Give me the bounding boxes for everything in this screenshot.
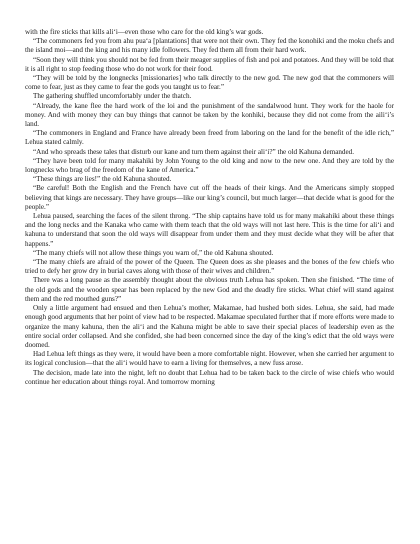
paragraph: Only a little argument had ensued and then Lehua’s mother, Makamae, had hushed both sides. Lehua, she said, had made enough good arguments that her point of view had to be respected. Makamae speculated further that if more efforts were made to organize the many kahuna, then the ali‘i and the Kahuna might be able to save their special places of leadership even as the entire social order collapsed. And she confided, she had been concerned since the day of the king’s edict that the old ways were doomed. bbox=[25, 304, 394, 349]
paragraph: The gathering shuffled uncomfortably under the thatch. bbox=[33, 92, 192, 101]
paragraph: “The commoners in England and France have already been freed from laboring on the land for the benefit of the idle rich,” Lehua stated calmly. bbox=[25, 129, 394, 147]
body-text bbox=[25, 28, 394, 387]
paragraph: “The many chiefs are afraid of the power of the Queen. The Queen does as she pleases and the bones of the few chiefs who tried to defy her grow dry in burial caves along with those of their wives and children.” bbox=[25, 258, 394, 276]
paragraph: “Already, the kane flee the hard work of the loi and the punishment of the sandalwood hunt. They work for the haole for money. And with money they can buy things that cannot be taken by the konhiki, because they did not come from the aili‘i’s land. bbox=[25, 101, 394, 129]
paragraph: The decision, made late into the night, left no doubt that Lehua had to be taken back to the circle of wise chiefs who would continue her education about things royal. And tomorrow morning bbox=[25, 368, 394, 386]
paragraph: Had Lehua left things as they were, it would have been a more comfortable night. However, when she carried her argument to its logical conclusion—that the ali‘i would have to earn a living for themselves, a new fuss arose. bbox=[25, 350, 394, 368]
paragraph: “They have been told for many makahiki by John Young to the old king and now to the new one. And they are told by the longnecks who brag of the freedom of the kane of America.” bbox=[25, 156, 394, 175]
paragraph: “Soon they will think you should not be fed from their meager supplies of fish and poi and potatoes. And they will be told that it is all right to stop feeding those who do not work for their food. bbox=[25, 55, 394, 73]
paragraph: There was a long pause as the assembly thought about the obvious truth Lehua has spoken. Then she finished. “The time of the old gods and the wooden spear has been replaced by the new God and the deadly fire sticks. What chief will stand against them and the red mouthed guns?” bbox=[25, 276, 394, 303]
paragraph: “The many chiefs will not allow these things you warn of,” the old Kahuna shouted. bbox=[33, 248, 274, 257]
paragraph: “Be careful! Both the English and the French have cut off the heads of their kings. And the Americans simply stopped believing that kings are necessary. They have groups—like our king’s council, but much larger—that decide what is good for the people.” bbox=[25, 184, 394, 211]
paragraph: “These things are lies!” the old Kahuna shouted. bbox=[33, 175, 172, 184]
paragraph: Lehua paused, searching the faces of the silent throng. “The ship captains have told us for many makahiki about these things and the long necks and the Kanaka who came with them teach that the old ways will not last here. This is the time for ali‘i and kahuna to understand that soon the old ways will disappear from under them and they must decide what they will be after that happens.” bbox=[25, 212, 394, 248]
paragraph: “They will be told by the longnecks [missionaries] who talk directly to the new god. The new god that the commoners will come to fear, just as they came to fear the gods you taught us to fear.” bbox=[25, 74, 394, 92]
paragraph: with the fire sticks that kills ali‘i—even those who care for the old king’s war gods. bbox=[25, 28, 264, 36]
paragraph: “And who spreads these tales that disturb our kane and turn them against their ali‘i?” the old Kahuna demanded. bbox=[33, 147, 355, 156]
paragraph: “The commoners fed you from ahu pua‘a [plantations] that were not their own. They fed the konohiki and the moku chefs and the island moi—and the king and his many idle followers. They fed them all from their hard work. bbox=[25, 37, 394, 55]
